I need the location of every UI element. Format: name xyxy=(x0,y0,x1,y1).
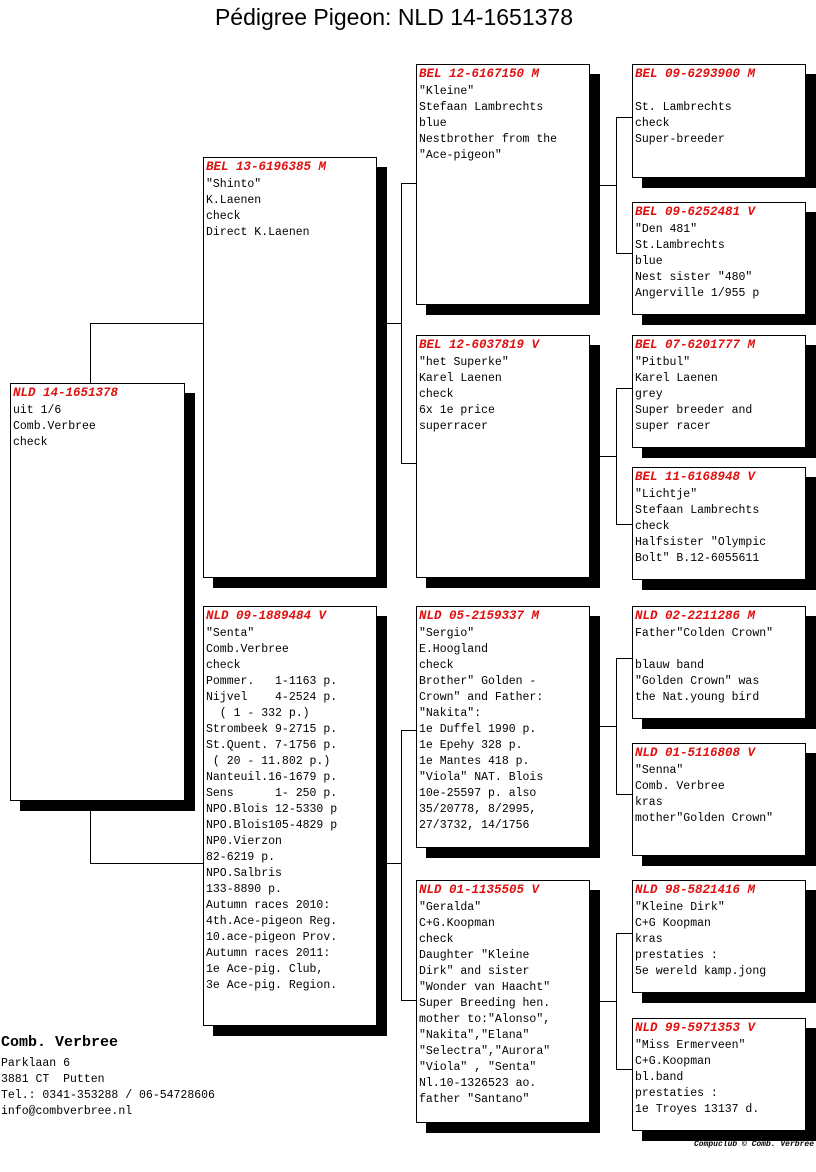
pigeon-info-line: "Golden Crown" was xyxy=(635,675,760,688)
pigeon-info-line: NP0.Vierzon xyxy=(206,835,282,848)
breeder-city: 3881 CT Putten xyxy=(1,1073,105,1086)
pigeon-info-line: Stefaan Lambrechts xyxy=(635,504,760,517)
pigeon-info-line: 4th.Ace-pigeon Reg. xyxy=(206,915,338,928)
pigeon-card-dss xyxy=(632,606,806,719)
pigeon-info-line: 5e wereld kamp.jong xyxy=(635,965,767,978)
pigeon-info-line: Nestbrother from the xyxy=(419,133,558,146)
pigeon-card-sds xyxy=(632,335,806,448)
pigeon-info-line: "Ace-pigeon" xyxy=(419,149,502,162)
connector xyxy=(616,117,617,254)
pigeon-card-sss xyxy=(632,64,806,178)
pigeon-card-dds xyxy=(632,880,806,993)
pigeon-info-line: Father"Colden Crown" xyxy=(635,627,774,640)
ring-number: NLD 02-2211286 M xyxy=(635,609,756,623)
pigeon-info-line: kras xyxy=(635,933,663,946)
pigeon-card-dsd xyxy=(632,743,806,856)
pigeon-info-line: Autumn races 2010: xyxy=(206,899,331,912)
pigeon-info-line: check xyxy=(419,388,454,401)
pigeon-info-line: uit 1/6 xyxy=(13,404,62,417)
connector xyxy=(90,323,203,324)
pigeon-info-line: "Selectra","Aurora" xyxy=(419,1045,551,1058)
pigeon-info-line: superracer xyxy=(419,420,489,433)
pigeon-info-line: "Kleine" xyxy=(419,85,475,98)
pigeon-info-line: grey xyxy=(635,388,663,401)
connector xyxy=(616,658,617,795)
pigeon-info-line: blue xyxy=(419,117,447,130)
pigeon-info-line: "Geralda" xyxy=(419,901,482,914)
pigeon-info-line: blue xyxy=(635,255,663,268)
pigeon-info-line: Nest sister "480" xyxy=(635,271,753,284)
connector xyxy=(616,658,632,659)
pigeon-card-ds xyxy=(416,606,590,848)
pigeon-info-line: ( 20 - 11.802 p.) xyxy=(206,755,331,768)
pigeon-info-line: St.Lambrechts xyxy=(635,239,725,252)
pigeon-info-line: NPO.Salbris xyxy=(206,867,282,880)
pigeon-card-ssd xyxy=(632,202,806,315)
pigeon-info-line: check xyxy=(206,210,241,223)
pigeon-info-line: bl.band xyxy=(635,1071,684,1084)
pigeon-info-line: 1e Mantes 418 p. xyxy=(419,755,530,768)
pigeon-card-sire xyxy=(203,157,377,578)
pigeon-info-line: check xyxy=(419,933,454,946)
breeder-email: info@combverbree.nl xyxy=(1,1105,133,1118)
pigeon-info-line: Super-breeder xyxy=(635,133,725,146)
pigeon-info-line: Karel Laenen xyxy=(419,372,502,385)
pigeon-info-line: kras xyxy=(635,796,663,809)
pigeon-info-line: Brother" Golden - xyxy=(419,675,537,688)
credit-text: Compuclub © Comb. Verbree xyxy=(693,1140,814,1149)
pigeon-info-line: 6x 1e price xyxy=(419,404,495,417)
pigeon-info-line: mother to:"Alonso", xyxy=(419,1013,551,1026)
page-title: Pédigree Pigeon: NLD 14-1651378 xyxy=(214,4,574,30)
pigeon-info-line: "Senta" xyxy=(206,627,255,640)
pigeon-info-line: NPO.Blois105-4829 p xyxy=(206,819,338,832)
connector xyxy=(401,183,416,184)
pigeon-info-line: 1e Ace-pig. Club, xyxy=(206,963,324,976)
connector xyxy=(90,863,203,864)
pigeon-info-line: C+G Koopman xyxy=(635,917,711,930)
pigeon-info-line: "Pitbul" xyxy=(635,356,691,369)
ring-number: NLD 05-2159337 M xyxy=(419,609,540,623)
pigeon-info-line: Super Breeding hen. xyxy=(419,997,551,1010)
pigeon-info-line: 27/3732, 14/1756 xyxy=(419,819,530,832)
pigeon-info-line: Super breeder and xyxy=(635,404,753,417)
pigeon-info-line: super racer xyxy=(635,420,711,433)
connector xyxy=(599,726,616,727)
connector xyxy=(90,323,91,383)
pigeon-info-line: Autumn races 2011: xyxy=(206,947,331,960)
pigeon-info-line: "het Superke" xyxy=(419,356,509,369)
connector xyxy=(616,1069,632,1070)
pigeon-info-line: Comb.Verbree xyxy=(206,643,289,656)
connector xyxy=(599,1001,616,1002)
pigeon-info-line: "Viola" , "Senta" xyxy=(419,1061,537,1074)
pigeon-info-line: 1e Epehy 328 p. xyxy=(419,739,523,752)
pigeon-card-subject xyxy=(10,383,185,801)
pigeon-info-line: St. Lambrechts xyxy=(635,101,732,114)
pigeon-info-line: 133-8890 p. xyxy=(206,883,282,896)
ring-number: BEL 12-6037819 V xyxy=(419,338,540,352)
ring-number: NLD 98-5821416 M xyxy=(635,883,756,897)
pigeon-card-sdd xyxy=(632,467,806,580)
pigeon-info-line: C+G.Koopman xyxy=(419,917,495,930)
connector xyxy=(616,933,632,934)
pigeon-card-dd xyxy=(416,880,590,1123)
pigeon-info-line: "Wonder van Haacht" xyxy=(419,981,551,994)
pigeon-info-line: father "Santano" xyxy=(419,1093,530,1106)
pigeon-info-line: "Viola" NAT. Blois xyxy=(419,771,544,784)
ring-number: NLD 99-5971353 V xyxy=(635,1021,756,1035)
connector xyxy=(599,185,616,186)
ring-number: BEL 09-6293900 M xyxy=(635,67,756,81)
connector xyxy=(386,323,401,324)
breeder-info xyxy=(1,1034,215,1120)
pigeon-info-line: Strombeek 9-2715 p. xyxy=(206,723,338,736)
pigeon-info-line xyxy=(635,84,803,100)
pigeon-info-line: check xyxy=(13,436,48,449)
ring-number: BEL 11-6168948 V xyxy=(635,470,756,484)
pigeon-card-ddd xyxy=(632,1018,806,1131)
pigeon-info-line: check xyxy=(635,117,670,130)
pigeon-info-line: 10e-25597 p. also xyxy=(419,787,537,800)
ring-number: BEL 07-6201777 M xyxy=(635,338,756,352)
connector xyxy=(401,183,402,464)
connector xyxy=(616,933,617,1070)
pigeon-info-line: 82-6219 p. xyxy=(206,851,276,864)
pigeon-info-line: "Den 481" xyxy=(635,223,698,236)
connector xyxy=(616,388,617,525)
pigeon-info-line: C+G.Koopman xyxy=(635,1055,711,1068)
pigeon-info-line: Bolt" B.12-6055611 xyxy=(635,552,760,565)
pigeon-info-line: Nijvel 4-2524 p. xyxy=(206,691,338,704)
pigeon-card-dam xyxy=(203,606,377,1026)
pigeon-info-line: "Shinto" xyxy=(206,178,262,191)
pigeon-card-ss xyxy=(416,64,590,305)
pigeon-info-line: check xyxy=(419,659,454,672)
ring-number: BEL 09-6252481 V xyxy=(635,205,756,219)
ring-number: BEL 12-6167150 M xyxy=(419,67,540,81)
connector xyxy=(616,794,632,795)
pigeon-info-line: check xyxy=(206,659,241,672)
pigeon-info-line: prestaties : xyxy=(635,1087,718,1100)
pigeon-info-line: the Nat.young bird xyxy=(635,691,760,704)
ring-number: NLD 01-1135505 V xyxy=(419,883,540,897)
pigeon-info-line: E.Hoogland xyxy=(419,643,489,656)
pigeon-info-line: blauw band xyxy=(635,659,705,672)
pigeon-info-line: ( 1 - 332 p.) xyxy=(206,707,310,720)
pigeon-info-line: 1e Duffel 1990 p. xyxy=(419,723,537,736)
pigeon-info-line: 10.ace-pigeon Prov. xyxy=(206,931,338,944)
pigeon-info-line: Comb.Verbree xyxy=(13,420,96,433)
pigeon-info-line: Daughter "Kleine xyxy=(419,949,530,962)
breeder-name: Comb. Verbree xyxy=(1,1034,119,1051)
pigeon-info-line: 1e Troyes 13137 d. xyxy=(635,1103,760,1116)
connector xyxy=(616,524,632,525)
connector xyxy=(599,456,616,457)
connector xyxy=(386,863,401,864)
pigeon-info-line: check xyxy=(635,520,670,533)
pigeon-info-line: NPO.Blois 12-5330 p xyxy=(206,803,338,816)
pigeon-info-line: 3e Ace-pig. Region. xyxy=(206,979,338,992)
pigeon-info-line: Angerville 1/955 p xyxy=(635,287,760,300)
pigeon-info-line: "Nakita": xyxy=(419,707,482,720)
breeder-address: Parklaan 6 xyxy=(1,1057,71,1070)
connector xyxy=(401,730,416,731)
pigeon-info-line: "Kleine Dirk" xyxy=(635,901,725,914)
connector xyxy=(90,810,91,863)
pigeon-info-line: Nanteuil.16-1679 p. xyxy=(206,771,338,784)
ring-number: NLD 09-1889484 V xyxy=(206,609,327,623)
pigeon-info-line: Pommer. 1-1163 p. xyxy=(206,675,338,688)
connector xyxy=(616,117,632,118)
connector xyxy=(616,388,632,389)
connector xyxy=(401,1000,416,1001)
pigeon-info-line: St.Quent. 7-1756 p. xyxy=(206,739,338,752)
pigeon-info-line: "Nakita","Elana" xyxy=(419,1029,530,1042)
pigeon-info-line: Stefaan Lambrechts xyxy=(419,101,544,114)
pigeon-info-line: Karel Laenen xyxy=(635,372,718,385)
ring-number: NLD 01-5116808 V xyxy=(635,746,756,760)
pigeon-info-line xyxy=(635,642,803,658)
pigeon-info-line: "Senna" xyxy=(635,764,684,777)
connector xyxy=(401,730,402,1001)
pigeon-info-line: Nl.10-1326523 ao. xyxy=(419,1077,537,1090)
pigeon-info-line: K.Laenen xyxy=(206,194,262,207)
ring-number: NLD 14-1651378 xyxy=(13,386,119,400)
pigeon-info-line: Comb. Verbree xyxy=(635,780,725,793)
pigeon-card-sd xyxy=(416,335,590,578)
pigeon-info-line: mother"Golden Crown" xyxy=(635,812,774,825)
pigeon-info-line: Sens 1- 250 p. xyxy=(206,787,338,800)
pigeon-info-line: "Sergio" xyxy=(419,627,475,640)
pigeon-info-line: Crown" and Father: xyxy=(419,691,544,704)
pigeon-info-line: "Miss Ermerveen" xyxy=(635,1039,746,1052)
breeder-phone: Tel.: 0341-353288 / 06-54728606 xyxy=(1,1089,215,1102)
ring-number: BEL 13-6196385 M xyxy=(206,160,327,174)
pigeon-info-line: prestaties : xyxy=(635,949,718,962)
pigeon-info-line: Dirk" and sister xyxy=(419,965,530,978)
pigeon-info-line: Halfsister "Olympic xyxy=(635,536,767,549)
pigeon-info-line: Direct K.Laenen xyxy=(206,226,310,239)
pigeon-info-line: "Lichtje" xyxy=(635,488,698,501)
connector xyxy=(616,253,632,254)
pigeon-info-line: 35/20778, 8/2995, xyxy=(419,803,537,816)
connector xyxy=(401,463,416,464)
